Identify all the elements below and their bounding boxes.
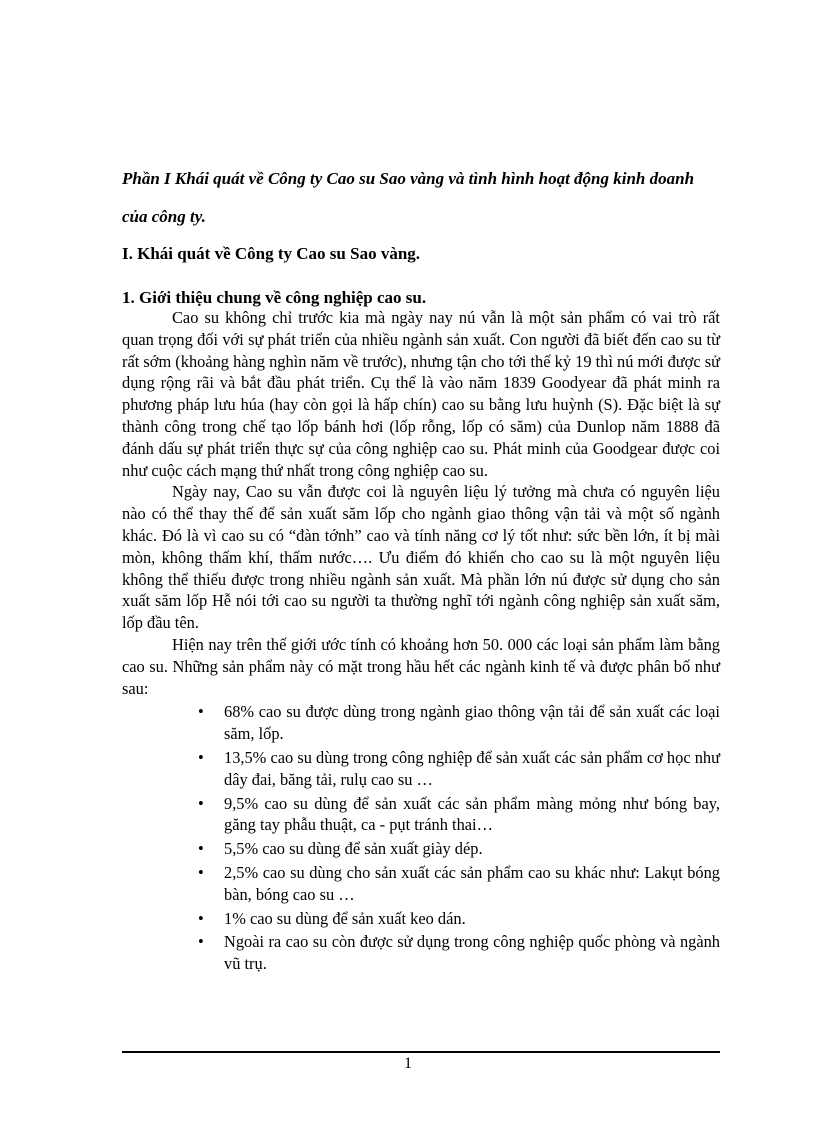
paragraph: Ngày nay, Cao su vẫn được coi là nguyên liệu lý tưởng mà chưa có nguyên liệu nào có thể thay thế để sản xuất săm lốp cho ngành giao thông vận tải và một số ngành khác. Đó là vì cao su có “đàn tớnh” cao và tính năng cơ lý tốt như: sức bền lớn, ít bị mài mòn, không thấm khí, thấm nước…. Ưu điểm đó khiến cho cao su là một nguyên liệu không thể thiếu được trong nhiều ngành sản xuất. Mà phần lớn nú được sử dụng cho sản xuất săm lốp Hễ nói tới cao su người ta thường nghĩ tới ngành công nghiệp sản xuất săm, lốp đầu tên. [122,482,720,633]
list-item [198,701,720,745]
list-item-text: 68% cao su được dùng trong ngành giao thông vận tải để sản xuất các loại săm, lốp. [224,702,720,744]
bullet-icon: • [198,862,204,882]
list-item-text: 1% cao su dùng để sản xuất keo dán. [224,908,466,928]
list-item-text: Ngoài ra cao su còn được sử dụng trong công nghiệp quốc phòng và ngành vũ trụ. [224,932,720,974]
bullet-icon: • [198,932,204,952]
bullet-icon: • [198,908,204,928]
subsection-heading: 1. Giới thiệu chung về công nghiệp cao su. [122,288,427,307]
bullet-icon: • [198,702,204,722]
list-item-text: 5,5% cao su dùng để sản xuất giày dép. [224,839,483,859]
list-item-text: 13,5% cao su dùng trong công nghiệp để sản xuất các sản phẩm cơ học như dây đai, băng tải, rulụ cao su … [224,747,720,789]
list-item [198,931,720,975]
list-item [198,747,720,791]
body-text [122,307,720,977]
list-item [198,838,720,860]
document-title: Phần I Khái quát về Công ty Cao su Sao vàng và tình hình hoạt động kinh doanh của công ty. [122,169,695,226]
footer-divider [122,1051,720,1053]
bullet-list [122,701,720,975]
paragraph: Cao su không chỉ trước kia mà ngày nay nú vẫn là một sản phẩm có vai trò rất quan trọng đối với sự phát triển của nhiều ngành sản xuất. Con người đã biết đến cao su từ rất sớm (khoảng hàng nghìn năm về trước), nhưng tận cho tới thế kỷ 19 thì nú mới được sử dụng rộng rãi và bắt đầu phát triển. Cụ thể là vào năm 1839 Goodyear đã phát minh ra phương pháp lưu húa (hay còn gọi là hấp chín) cao su bằng lưu huỳnh (S). Đặc biệt là sự thành công trong chế tạo lốp bánh hơi (lốp rỗng, lốp có săm) của Dunlop năm 1888 đã đánh dấu sự phát triển thực sự của công nghiệp cao su. Phát minh của Goodgear được coi như cuộc cách mạng thứ nhất trong công nghiệp cao su. [122,308,720,480]
paragraph: Hiện nay trên thế giới ước tính có khoảng hơn 50. 000 các loại sản phẩm làm bằng cao su. Những sản phẩm này có mặt trong hầu hết các ngành kinh tế và được phân bố như sau: [122,634,720,698]
list-item-text: 9,5% cao su dùng để sản xuất các sản phẩm màng mỏng như bóng bay, găng tay phẫu thuật, ca - pụt tránh thai… [224,793,720,835]
list-item [198,793,720,837]
bullet-icon: • [198,747,204,767]
list-item [198,908,720,930]
bullet-icon: • [198,839,204,859]
bullet-icon: • [198,793,204,813]
list-item-text: 2,5% cao su dùng cho sản xuất các sản phẩm cao su khác như: Lakụt bóng bàn, bóng cao su … [224,862,720,904]
page-number: 1 [404,1055,412,1072]
section-heading: I. Khái quát về Công ty Cao su Sao vàng. [122,244,421,263]
list-item [198,862,720,906]
